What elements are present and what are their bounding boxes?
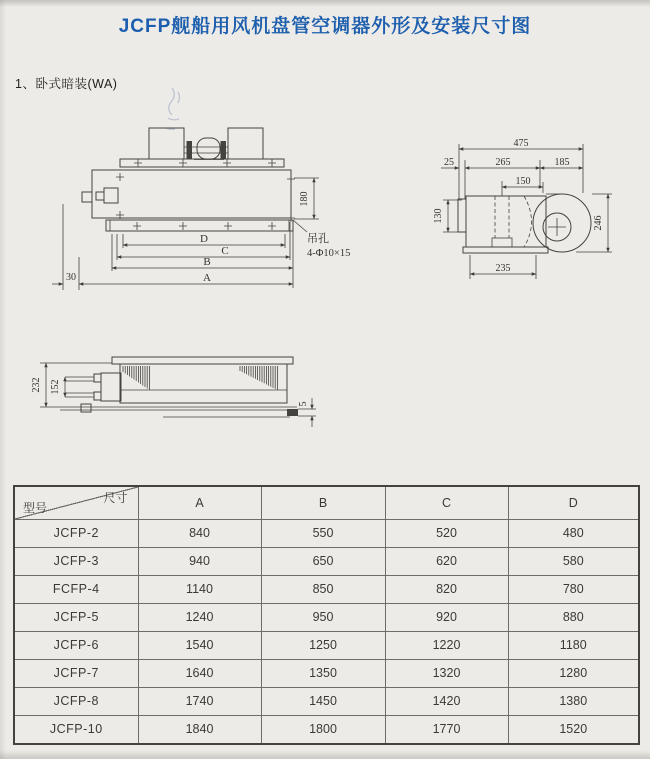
value-cell: 1140	[138, 575, 261, 603]
value-cell: 1800	[261, 715, 385, 744]
value-cell: 1520	[508, 715, 639, 744]
value-cell: 1180	[508, 631, 639, 659]
top-mounting-plate	[120, 159, 284, 167]
model-cell: JCFP-7	[14, 659, 138, 687]
coil-fins-right	[240, 366, 277, 390]
column-header-A: A	[138, 486, 261, 520]
column-header-C: C	[385, 486, 508, 520]
duct-outlet	[492, 238, 512, 247]
model-cell: JCFP-2	[14, 520, 138, 548]
dim-label-5: 5	[298, 401, 309, 407]
dim-label-180: 180	[299, 191, 310, 207]
table-row	[14, 715, 639, 744]
dim-label-C: C	[221, 245, 229, 257]
value-cell: 620	[385, 547, 508, 575]
side-view-drawing	[433, 138, 612, 279]
side-base	[463, 247, 548, 253]
hole-label: 吊孔	[307, 233, 329, 245]
dim-label-B: B	[203, 256, 211, 268]
value-cell: 1350	[261, 659, 385, 687]
coil-fins-left	[123, 366, 149, 390]
dim-label-30: 30	[66, 272, 76, 283]
pipe-connections	[82, 188, 118, 203]
table-row	[14, 631, 639, 659]
dim-label-475: 475	[513, 138, 529, 149]
value-cell: 1220	[385, 631, 508, 659]
dim-label-246: 246	[593, 215, 604, 231]
dim-label-130: 130	[433, 208, 444, 224]
value-cell: 880	[508, 603, 639, 631]
rail-slider	[81, 404, 91, 412]
value-cell: 650	[261, 547, 385, 575]
value-cell: 840	[138, 520, 261, 548]
dim-label-150: 150	[515, 176, 531, 187]
fan-housing-right	[228, 128, 263, 159]
column-header-B: B	[261, 486, 385, 520]
value-cell: 850	[261, 575, 385, 603]
hub-cross	[548, 218, 566, 236]
section-label: 1、卧式暗装(WA)	[15, 77, 118, 91]
section-view-drawing	[31, 357, 316, 427]
dim-label-265: 265	[495, 157, 511, 168]
value-cell: 1450	[261, 687, 385, 715]
model-cell: JCFP-8	[14, 687, 138, 715]
table-row	[14, 520, 639, 548]
side-body	[466, 196, 546, 247]
model-cell: FCFP-4	[14, 575, 138, 603]
table-row	[14, 687, 639, 715]
value-cell: 950	[261, 603, 385, 631]
dim-label-25: 25	[444, 157, 454, 168]
value-cell: 1740	[138, 687, 261, 715]
value-cell: 1380	[508, 687, 639, 715]
fan-housing-left	[149, 128, 184, 159]
value-cell: 1320	[385, 659, 508, 687]
value-cell: 480	[508, 520, 639, 548]
value-cell: 1240	[138, 603, 261, 631]
side-flange	[458, 199, 466, 232]
fan-motor-assembly	[149, 128, 263, 160]
corner-label-model: 型号	[23, 501, 48, 515]
dim-label-232: 232	[31, 377, 42, 393]
motor-coupling-left	[187, 141, 193, 159]
value-cell: 1250	[261, 631, 385, 659]
front-view-drawing	[52, 128, 350, 290]
hidden-duct	[495, 196, 509, 238]
value-cell: 1540	[138, 631, 261, 659]
ceiling-plate	[112, 357, 293, 364]
value-cell: 1420	[385, 687, 508, 715]
model-cell: JCFP-3	[14, 547, 138, 575]
table-row	[14, 659, 639, 687]
model-cell: JCFP-5	[14, 603, 138, 631]
top-plate-screws	[134, 159, 276, 167]
corner-label-size: 尺寸	[103, 491, 128, 505]
motor-body	[197, 138, 220, 159]
value-cell: 580	[508, 547, 639, 575]
value-cell: 940	[138, 547, 261, 575]
page-title: JCFP舰船用风机盘管空调器外形及安装尺寸图	[118, 16, 532, 37]
column-header-D: D	[508, 486, 639, 520]
value-cell: 920	[385, 603, 508, 631]
table-row	[14, 603, 639, 631]
value-cell: 1770	[385, 715, 508, 744]
dim-label-235: 235	[495, 263, 511, 274]
valve-and-pipes	[65, 373, 121, 401]
dim-label-152: 152	[50, 379, 61, 395]
value-cell: 550	[261, 520, 385, 548]
dimensions-table	[13, 485, 640, 745]
value-cell: 780	[508, 575, 639, 603]
value-cell: 520	[385, 520, 508, 548]
table-row	[14, 547, 639, 575]
value-cell: 1280	[508, 659, 639, 687]
hanger-rail	[40, 407, 297, 417]
table-row	[14, 575, 639, 603]
stamp-mark	[166, 88, 180, 129]
value-cell: 1640	[138, 659, 261, 687]
dim-label-A: A	[203, 272, 211, 284]
rail-end-foot	[287, 409, 298, 416]
dim-label-185: 185	[554, 157, 570, 168]
model-cell: JCFP-10	[14, 715, 138, 744]
fan-scroll	[533, 194, 591, 252]
hanging-holes	[116, 173, 295, 222]
hole-leader-line	[293, 220, 307, 232]
hole-spec: 4-Φ10×15	[307, 248, 351, 259]
value-cell: 820	[385, 575, 508, 603]
hidden-inlet-bell	[524, 196, 532, 247]
dim-label-D: D	[200, 233, 208, 245]
value-cell: 1840	[138, 715, 261, 744]
motor-coupling-right	[221, 141, 227, 159]
bottom-plate-screws	[133, 222, 276, 230]
bottom-hanger-plate	[106, 220, 293, 231]
table-corner-cell	[14, 486, 138, 520]
model-cell: JCFP-6	[14, 631, 138, 659]
table-header-row	[14, 486, 639, 520]
